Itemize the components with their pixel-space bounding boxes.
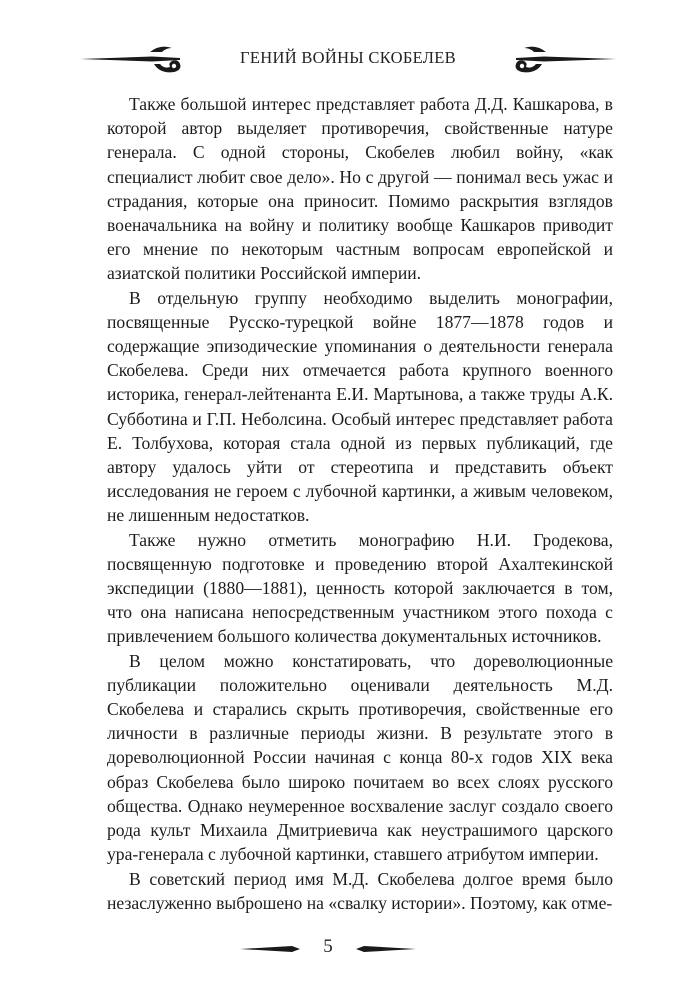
page-number: 5 (323, 936, 333, 957)
paragraph: Также большой интерес представляет работа Д.Д. Кашкарова, в которой автор выделяет противоречия, свойственные натуре генерала. С одной стороны, Скобелев любил войну, «как специалист любит свое дело». Но с другой — понимал весь ужас и страдания, которые она приносит. Помимо раскрытия взглядов военачальника на войну и политику вообще Кашкаров приводит его мнение по некоторым частным вопросам европейской и азиатской политики Российской империи. (107, 94, 613, 284)
body-text (107, 92, 613, 915)
header-title: ГЕНИЙ ВОЙНЫ СКОБЕЛЕВ (240, 48, 456, 67)
ornament-right-icon (504, 42, 616, 78)
footer-ornament-right-icon (356, 942, 416, 956)
paragraph: В советский период имя М.Д. Скобелева долгое время было незаслуженно выброшено на «свалку истории». Поэтому, как отме- (107, 868, 613, 913)
paragraph: В целом можно констатировать, что дореволюционные публикации положительно оценивали деятельность М.Д. Скобелева и старались скрыть противоречия, свойственные его личности в различные периоды жизни. В результате этого в дореволюционной России начиная с конца 80-х годов XIX века образ Скобелева было широко почитаем во всех слоях русского общества. Однако неумеренное восхваление заслуг создало своего рода культ Михаила Дмитриевича как неустрашимого царского ура-генерала с лубочной картинки, ставшего атрибутом империи. (107, 650, 613, 865)
page-footer (240, 934, 416, 964)
running-header (80, 38, 616, 78)
paragraph: Также нужно отметить монографию Н.И. Гродекова, посвященную подготовке и проведению второй Ахалтекинской экспедиции (1880—1881), ценность которой заключается в том, что она написана непосредственным участником этого похода с привлечением большого количества документальных источников. (107, 529, 613, 647)
paragraph: В отдельную группу необходимо выделить монографии, посвященные Русско-турецкой войне 1877—1878 годов и содержащие эпизодические упоминания о деятельности генерала Скобелева. Среди них отмечается работа крупного военного историка, генерал-лейтенанта Е.И. Мартынова, а также труды А.К. Субботина и Г.П. Неболсина. Особый интерес представляет работа Е. Толбухова, которая стала одной из первых публикаций, где автору удалось уйти от стереотипа и представить объект исследования не героем с лубочной картинки, а живым человеком, не лишенным недостатков. (107, 287, 613, 526)
